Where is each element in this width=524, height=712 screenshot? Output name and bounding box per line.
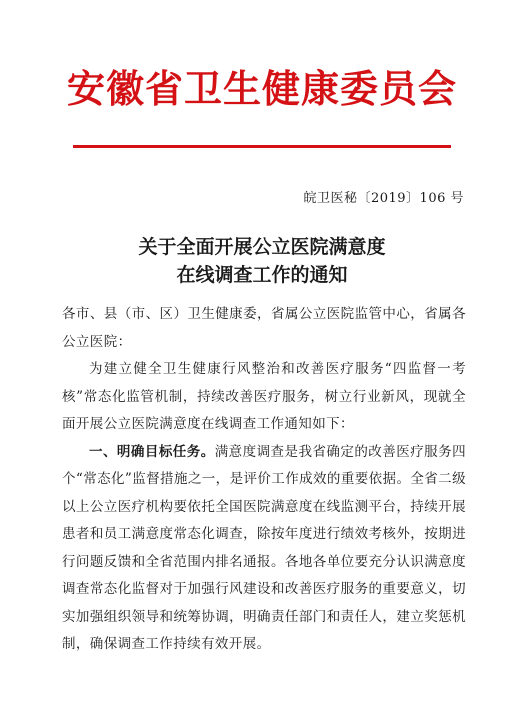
section1-body: 满意度调查是我省确定的改善医疗服务四个“常态化”监督措施之一，是评价工作成效的重要依据。全省二级以上公立医疗机构要依托全国医院满意度在线监测平台，持续开展患者和员工满意度常态化调查，除按年度进行绩效考核外，按期进行问题反馈和全省范围内排名通报。各地各单位要充分认识满意度调查常态化监督对于加强行风建设和改善医疗服务的重要意义，切实加强组织领导和统筹协调，明确责任部门和责任人，建立奖惩机制，确保调查工作持续有效开展。 bbox=[62, 443, 466, 652]
section1-heading: 一、明确目标任务。 bbox=[89, 443, 215, 460]
red-separator-line bbox=[73, 145, 451, 148]
document-number: 皖卫医秘〔2019〕106 号 bbox=[303, 191, 464, 206]
document-title-line2: 在线调查工作的通知 bbox=[176, 264, 348, 286]
org-header-title: 安徽省卫生健康委员会 bbox=[66, 66, 457, 111]
document-title bbox=[0, 233, 524, 289]
section1-paragraph bbox=[62, 439, 466, 659]
document-body bbox=[62, 301, 466, 659]
addressee-paragraph: 各市、县（市、区）卫生健康委，省属公立医院监管中心，省属各公立医院： bbox=[62, 306, 466, 350]
document-title-line1: 关于全面开展公立医院满意度 bbox=[138, 236, 386, 258]
intro-paragraph: 为建立健全卫生健康行风整治和改善医疗服务“四监督一考核”常态化监管机制，持续改善医疗服务，树立行业新风，现就全面开展公立医院满意度在线调查工作通知如下： bbox=[62, 361, 466, 432]
